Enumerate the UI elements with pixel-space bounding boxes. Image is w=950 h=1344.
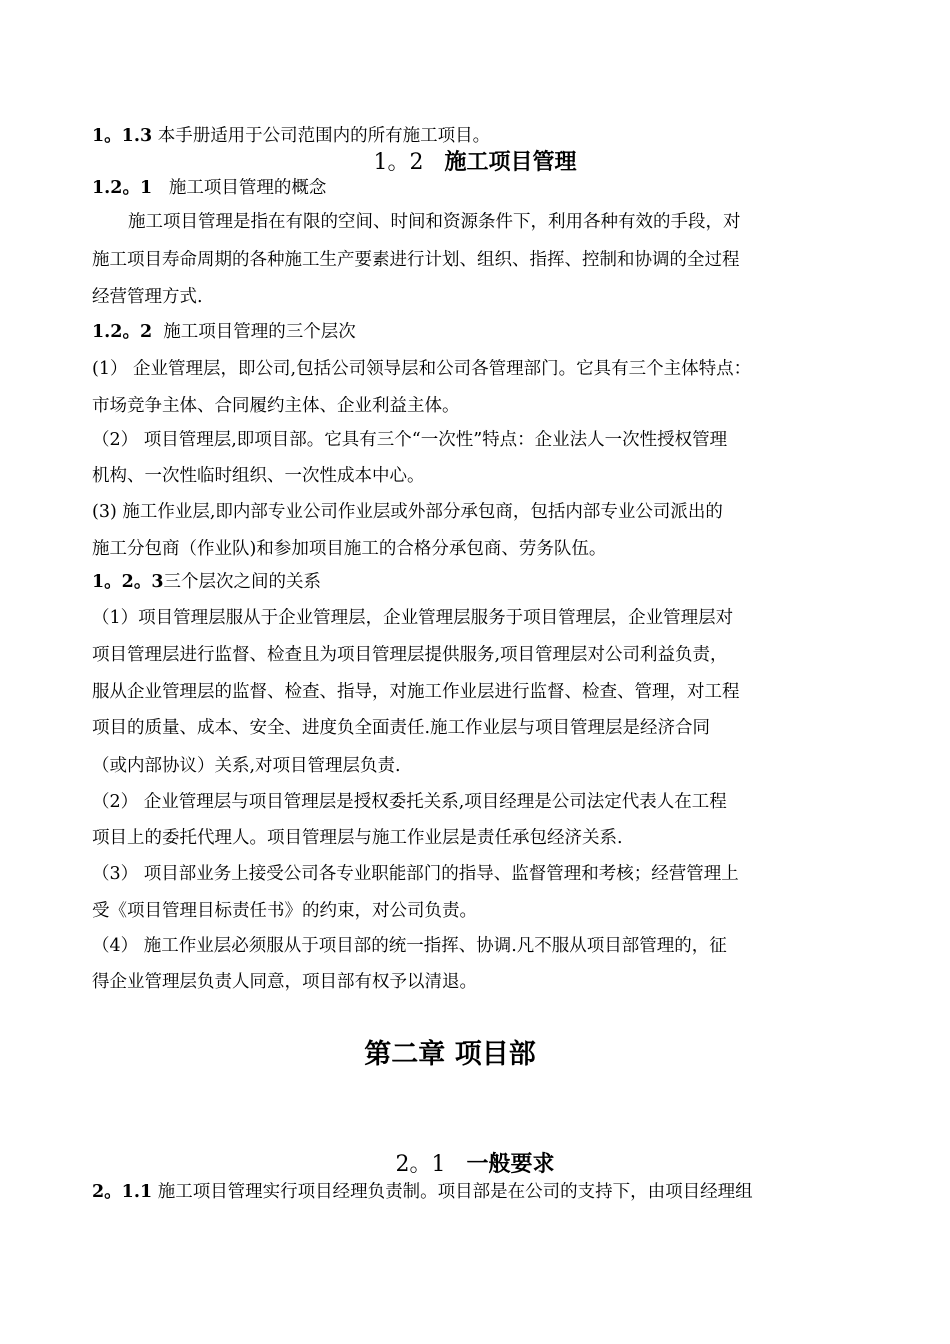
- clause-text: 施工项目管理实行项目经理负责制。项目部是在公司的支持下，由项目经理组: [152, 1182, 753, 1202]
- clause-number: 1.2。1: [92, 178, 153, 198]
- section-number: 1。2: [373, 150, 424, 175]
- section-title: 施工项目管理: [444, 149, 577, 175]
- paragraph-line: （4） 施工作业层必须服从于项目部的统一指挥、协调.凡不服从项目部管理的，征: [92, 936, 727, 956]
- paragraph-line: 项目上的委托代理人。项目管理层与施工作业层是责任承包经济关系.: [92, 828, 623, 848]
- section-number: 2。1: [395, 1152, 446, 1177]
- clause-1-2-1: [92, 176, 326, 200]
- paragraph-line: 受《项目管理目标责任书》的约束，对公司负责。: [92, 901, 477, 921]
- chapter-heading: 第二章 项目部: [364, 1039, 536, 1070]
- paragraph-line: 项目的质量、成本、安全、进度负全面责任.施工作业层与项目管理层是经济合同: [92, 718, 711, 738]
- clause-text: 本手册适用于公司范围内的所有施工项目。: [152, 126, 491, 146]
- paragraph-line: （2） 企业管理层与项目管理层是授权委托关系,项目经理是公司法定代表人在工程: [92, 792, 727, 812]
- clause-text: 三个层次之间的关系: [163, 572, 322, 592]
- paragraph-line: 施工分包商（作业队)和参加项目施工的合格分承包商、劳务队伍。: [92, 539, 607, 559]
- clause-text: 施工项目管理的概念: [152, 178, 327, 198]
- paragraph-line: 施工项目寿命周期的各种施工生产要素进行计划、组织、指挥、控制和协调的全过程: [92, 250, 740, 270]
- paragraph-line: 得企业管理层负责人同意，项目部有权予以清退。: [92, 972, 477, 992]
- section-heading-1-2: [0, 148, 950, 177]
- paragraph-line: 项目管理层进行监督、检查且为项目管理层提供服务,项目管理层对公司利益负责，: [92, 645, 728, 665]
- clause-1-2-2: [92, 320, 356, 344]
- clause-text: 施工项目管理的三个层次: [152, 322, 356, 342]
- section-title: 一般要求: [466, 1151, 555, 1177]
- paragraph-line: 市场竞争主体、合同履约主体、企业利益主体。: [92, 396, 460, 416]
- clause-number: 1。2。3: [92, 572, 164, 592]
- clause-number: 1。1.3: [92, 126, 153, 146]
- clause-1-1-3: [92, 124, 490, 148]
- paragraph-line: 服从企业管理层的监督、检查、指导，对施工作业层进行监督、检查、管理，对工程: [92, 682, 740, 702]
- paragraph-line: （2） 项目管理层,即项目部。它具有三个“一次性”特点：企业法人一次性授权管理: [92, 430, 728, 450]
- paragraph-line: （1）项目管理层服从于企业管理层，企业管理层服务于项目管理层，企业管理层对: [92, 608, 734, 628]
- paragraph-line: 经营管理方式.: [92, 287, 203, 307]
- clause-number: 1.2。2: [92, 322, 153, 342]
- clause-number: 2。1.1: [92, 1182, 153, 1202]
- paragraph-line: (3) 施工作业层,即内部专业公司作业层或外部分承包商，包括内部专业公司派出的: [92, 502, 723, 522]
- section-heading-2-1: [0, 1150, 950, 1179]
- paragraph-line: （或内部协议）关系,对项目管理层负责.: [92, 756, 401, 776]
- paragraph-line: 施工项目管理是指在有限的空间、时间和资源条件下，利用各种有效的手段，对: [128, 212, 741, 232]
- paragraph-line: （3） 项目部业务上接受公司各专业职能部门的指导、监督管理和考核；经营管理上: [92, 864, 739, 884]
- clause-1-2-3: [92, 570, 321, 594]
- paragraph-line: (1） 企业管理层，即公司,包括公司领导层和公司各管理部门。它具有三个主体特点：: [92, 359, 752, 379]
- clause-2-1-1: [92, 1180, 753, 1204]
- paragraph-line: 机构、一次性临时组织、一次性成本中心。: [92, 466, 425, 486]
